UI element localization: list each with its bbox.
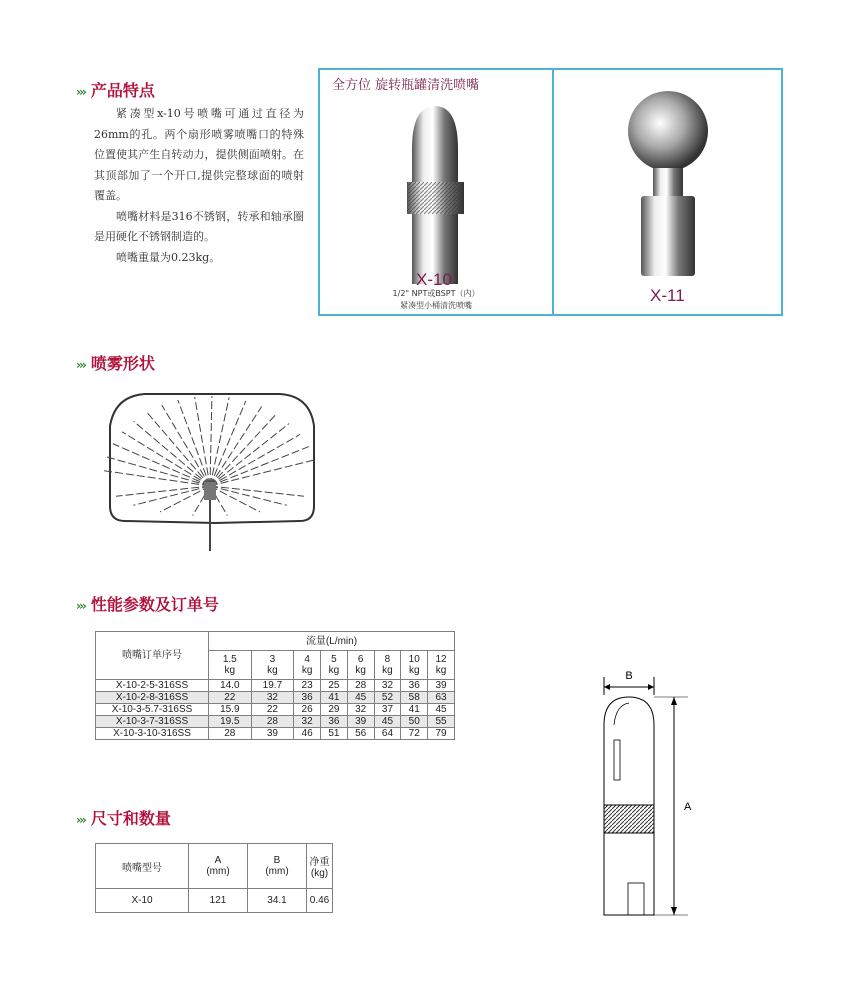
pressure-header: 4 kg	[294, 651, 321, 680]
spray-ray	[210, 397, 229, 486]
photo-box-title: 全方位 旋转瓶罐清洗喷嘴	[332, 78, 480, 93]
spray-ray	[106, 457, 210, 486]
x10-caption-desc: 紧凑型小桶清洗喷嘴	[400, 301, 472, 310]
order-number-header: 喷嘴订单序号	[96, 632, 209, 680]
intro-paragraph: 紧凑型x-10号喷嘴可通过直径为26mm的孔。两个扇形喷雾喷嘴口的特殊位置使其产生自转动力，提供侧面喷射。在其顶部加了一个开口,提供完整球面的喷射覆盖。	[94, 107, 304, 202]
spray-ray	[210, 486, 287, 505]
x10-caption-thread: 1/2" NPT或BSPT（内）	[392, 289, 480, 298]
pressure-header: 5 kg	[321, 651, 348, 680]
table-row: X-10-3-5.7-316SS 15.9 22 26 29 32 37 41 45	[96, 704, 455, 716]
dim-label-a: A	[684, 801, 692, 813]
chevron-marker-icon: ›››	[76, 599, 85, 613]
chevron-marker-icon: ›››	[76, 358, 85, 372]
pressure-header: 6 kg	[347, 651, 374, 680]
section-heading-performance: ››› 性能参数及订单号	[76, 595, 219, 614]
spray-ray	[210, 396, 212, 486]
section-heading-spray: ››› 喷雾形状	[76, 354, 155, 373]
product-photo-box	[318, 68, 783, 316]
spray-ray	[113, 444, 210, 486]
intro-text	[94, 104, 304, 268]
pressure-header: 10 kg	[401, 651, 428, 680]
pressure-header: 12 kg	[428, 651, 455, 680]
pressure-header: 8 kg	[374, 651, 401, 680]
intro-paragraph: 喷嘴重量为0.23kg。	[116, 250, 221, 264]
x10-model-label: X-10	[416, 270, 452, 289]
spray-ray	[210, 460, 315, 486]
spray-pattern-diagram	[100, 386, 330, 556]
spray-ray	[116, 486, 210, 496]
spray-ray	[210, 407, 262, 486]
table-row: X-10-2-5-316SS 14.0 19.7 23 25 28 32 36 39	[96, 680, 455, 692]
dim-header-b: B (mm)	[248, 844, 307, 889]
chevron-marker-icon: ›››	[76, 813, 85, 827]
x11-model-label: X-11	[650, 286, 685, 305]
spray-ray	[210, 401, 246, 486]
flow-header: 流量(L/min)	[209, 632, 455, 651]
spray-ray	[178, 400, 210, 486]
spray-ray	[133, 486, 210, 505]
dim-header-a: A (mm)	[189, 844, 248, 889]
spray-ray	[102, 470, 210, 486]
x11-nozzle-photo	[553, 86, 783, 286]
dim-header-weight: 净重 (kg)	[307, 844, 333, 889]
dim-header-model: 喷嘴型号	[96, 844, 189, 889]
spray-ray	[210, 434, 300, 486]
spray-ray	[210, 414, 276, 486]
spray-ray	[134, 421, 210, 486]
spray-ray	[147, 412, 210, 486]
intro-paragraph: 喷嘴材料是316不锈钢，转承和轴承圈是用硬化不锈钢制造的。	[94, 209, 304, 243]
section-heading-dimensions: ››› 尺寸和数量	[76, 809, 171, 828]
table-row: X-10-2-8-316SS 22 32 36 41 45 52 58 63	[96, 692, 455, 704]
dim-label-b: B	[625, 670, 633, 682]
table-row: X-10-3-7-316SS 19.5 28 32 36 39 45 50 55	[96, 716, 455, 728]
nozzle-dimension-drawing	[592, 665, 712, 925]
spray-ray	[162, 405, 210, 486]
pressure-header: 3 kg	[251, 651, 294, 680]
spray-ray	[210, 486, 304, 496]
pressure-header: 1.5 kg	[209, 651, 252, 680]
table-row: X-10 121 34.1 0.46	[96, 889, 333, 913]
spray-ray	[210, 447, 309, 486]
dimension-table	[95, 843, 333, 913]
section-heading-features: ››› 产品特点	[76, 81, 155, 100]
chevron-marker-icon: ›››	[76, 85, 85, 99]
table-row: X-10-3-10-316SS 28 39 46 51 56 64 72 79	[96, 728, 455, 740]
spray-ray	[210, 423, 289, 486]
spray-ray	[122, 432, 210, 486]
performance-table	[95, 631, 455, 740]
